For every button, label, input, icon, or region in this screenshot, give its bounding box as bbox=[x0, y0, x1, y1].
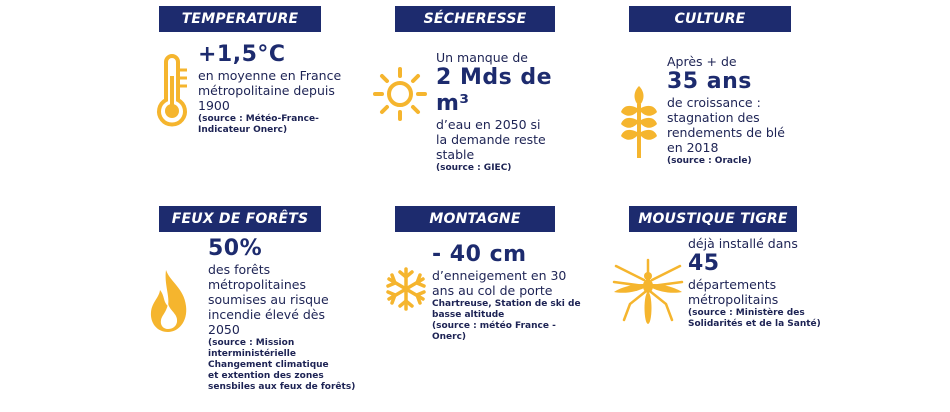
mosquito-icon bbox=[610, 258, 686, 330]
montagne-text bbox=[432, 242, 592, 343]
montagne-source: Chartreuse, Station de ski de basse altitude (source : météo France - Onerc) bbox=[432, 299, 581, 342]
montagne-header: MONTAGNE bbox=[395, 206, 555, 232]
moustique-line: métropolitains bbox=[688, 292, 779, 307]
moustique-value: 45 bbox=[688, 251, 720, 276]
secheresse-text bbox=[436, 50, 586, 174]
culture-line: rendements de blé bbox=[667, 125, 785, 140]
culture-source: (source : Oracle) bbox=[667, 156, 752, 166]
secheresse-line: d’eau en 2050 si bbox=[436, 117, 541, 132]
feux-header: FEUX DE FORÊTS bbox=[159, 206, 321, 232]
secheresse-source: (source : GIEC) bbox=[436, 163, 512, 173]
secheresse-header: SÉCHERESSE bbox=[395, 6, 555, 32]
feux-line: métropolitaines bbox=[208, 277, 306, 292]
secheresse-value: 2 Mds de m³ bbox=[436, 65, 553, 116]
culture-line: en 2018 bbox=[667, 140, 719, 155]
secheresse-line: la demande reste bbox=[436, 132, 546, 147]
secheresse-intro: Un manque de bbox=[436, 50, 528, 65]
feux-text bbox=[208, 236, 358, 393]
feux-value: 50% bbox=[208, 236, 263, 261]
secheresse-line: stable bbox=[436, 147, 475, 162]
montagne-line: ans au col de porte bbox=[432, 283, 553, 298]
montagne-line: d’enneigement en 30 bbox=[432, 268, 567, 283]
wheat-icon bbox=[616, 82, 662, 160]
moustique-intro: déjà installé dans bbox=[688, 236, 798, 251]
feux-line: incendie élevé dès bbox=[208, 307, 326, 322]
feux-line: des forêts bbox=[208, 262, 271, 277]
culture-intro: Après + de bbox=[667, 54, 737, 69]
culture-line: stagnation des bbox=[667, 110, 760, 125]
sun-icon bbox=[372, 66, 428, 122]
culture-line: de croissance : bbox=[667, 95, 761, 110]
moustique-line: départements bbox=[688, 277, 777, 292]
temperature-value: +1,5°C bbox=[198, 42, 286, 67]
temperature-line: 1900 bbox=[198, 98, 230, 113]
temperature-text bbox=[198, 42, 348, 136]
thermometer-icon bbox=[150, 54, 194, 130]
culture-header: CULTURE bbox=[629, 6, 791, 32]
montagne-value: - 40 cm bbox=[432, 242, 527, 267]
feux-line: 2050 bbox=[208, 322, 240, 337]
temperature-header: TEMPERATURE bbox=[159, 6, 321, 32]
culture-text bbox=[667, 54, 817, 167]
snowflake-icon bbox=[383, 266, 429, 312]
feux-source: (source : Mission interministérielle Changement climatique et extention des zones sensbiles aux feux de forêts) bbox=[208, 338, 356, 392]
moustique-text bbox=[688, 236, 838, 330]
temperature-source: (source : Météo-France- Indicateur Onerc) bbox=[198, 114, 319, 135]
flame-icon bbox=[146, 268, 192, 334]
feux-line: soumises au risque bbox=[208, 292, 329, 307]
moustique-source: (source : Ministère des Solidarités et de la Santé) bbox=[688, 308, 821, 329]
temperature-line: en moyenne en France bbox=[198, 68, 342, 83]
temperature-line: métropolitaine depuis bbox=[198, 83, 335, 98]
moustique-header: MOUSTIQUE TIGRE bbox=[629, 206, 797, 232]
culture-value: 35 ans bbox=[667, 69, 752, 94]
